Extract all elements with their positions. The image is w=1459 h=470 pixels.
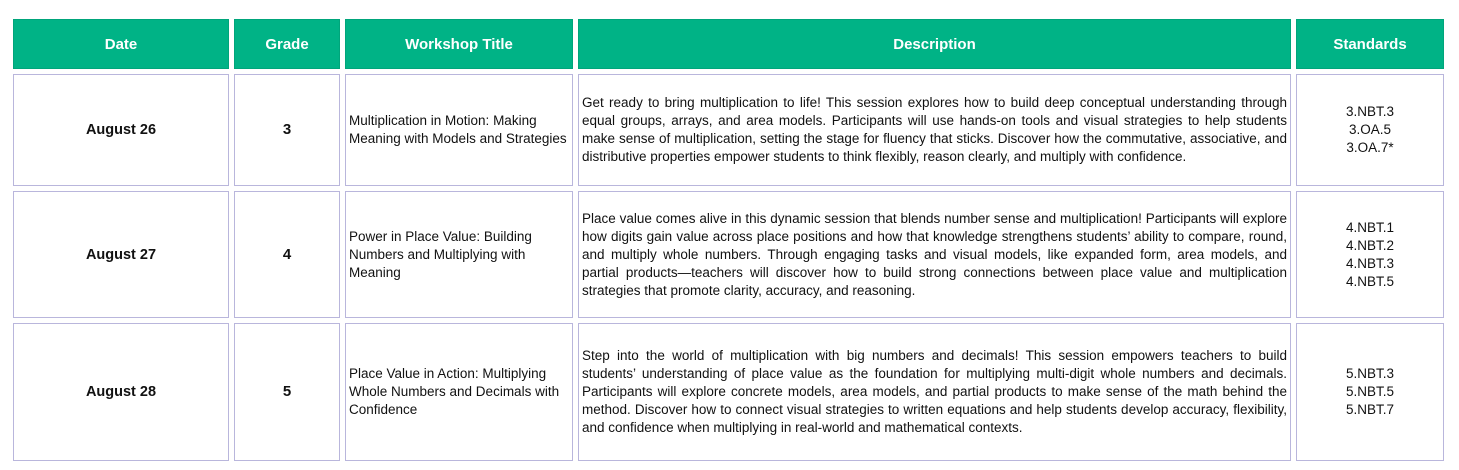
standards-cell	[1296, 74, 1444, 186]
standard-code: 5.NBT.3	[1345, 366, 1395, 381]
grade-cell: 5	[234, 323, 340, 461]
standard-code: 4.NBT.1	[1345, 219, 1395, 235]
table-row	[13, 191, 1444, 318]
workshop-schedule-table	[8, 14, 1449, 466]
header-grade: Grade	[234, 19, 340, 69]
standard-code: 3.OA.7*	[1346, 140, 1394, 155]
date-cell: August 28	[13, 323, 229, 461]
grade-cell: 4	[234, 191, 340, 318]
standards-cell	[1296, 323, 1444, 461]
workshop-title-cell: Power in Place Value: Building Numbers and Multiplying with Meaning	[345, 191, 573, 318]
description-cell: Place value comes alive in this dynamic session that blends number sense and multiplication! Participants will explore how digits gain value across place positions and how that knowledge strengthens students’ ability to compare, round, and multiply whole numbers. Through engaging tasks and visual models, like expanded form, area models, and partial products—teachers will discover how to build strong connections between place value and multiplication strategies that promote clarity, accuracy, and reasoning.	[578, 191, 1291, 318]
standard-code: 5.NBT.7	[1345, 402, 1395, 417]
header-description: Description	[578, 19, 1291, 69]
description-cell: Step into the world of multiplication with big numbers and decimals! This session empowers teachers to build students’ understanding of place value as the foundation for multiplying multi-digit whole numbers and decimals. Participants will explore concrete models, area models, and partial products to make sense of the math behind the method. Discover how to connect visual strategies to written equations and help students develop accuracy, flexibility, and confidence when multiplying in real-world and mathematical contexts.	[578, 323, 1291, 461]
workshop-title-cell: Place Value in Action: Multiplying Whole Numbers and Decimals with Confidence	[345, 323, 573, 461]
date-cell: August 27	[13, 191, 229, 318]
header-date: Date	[13, 19, 229, 69]
standards-cell	[1296, 191, 1444, 318]
date-cell: August 26	[13, 74, 229, 186]
workshop-schedule-table-container	[8, 14, 1444, 466]
header-standards: Standards	[1296, 19, 1444, 69]
standard-code: 4.NBT.5	[1345, 273, 1395, 289]
standard-code: 3.NBT.3	[1345, 104, 1395, 119]
header-workshop-title: Workshop Title	[345, 19, 573, 69]
table-row	[13, 74, 1444, 186]
grade-cell: 3	[234, 74, 340, 186]
header-row	[13, 19, 1444, 69]
description-cell: Get ready to bring multiplication to life! This session explores how to build deep conceptual understanding through equal groups, arrays, and area models. Participants will use hands-on tools and visual strategies to help students make sense of multiplication, setting the stage for fluency that sticks. Discover how the commutative, associative, and distributive properties empower students to think flexibly, reason clearly, and multiply with confidence.	[578, 74, 1291, 186]
standard-code: 4.NBT.2	[1345, 237, 1395, 253]
standard-code: 4.NBT.3	[1345, 255, 1395, 271]
standard-code: 3.OA.5	[1348, 122, 1392, 137]
workshop-title-cell: Multiplication in Motion: Making Meaning with Models and Strategies	[345, 74, 573, 186]
table-row	[13, 323, 1444, 461]
standard-code: 5.NBT.5	[1345, 384, 1395, 399]
